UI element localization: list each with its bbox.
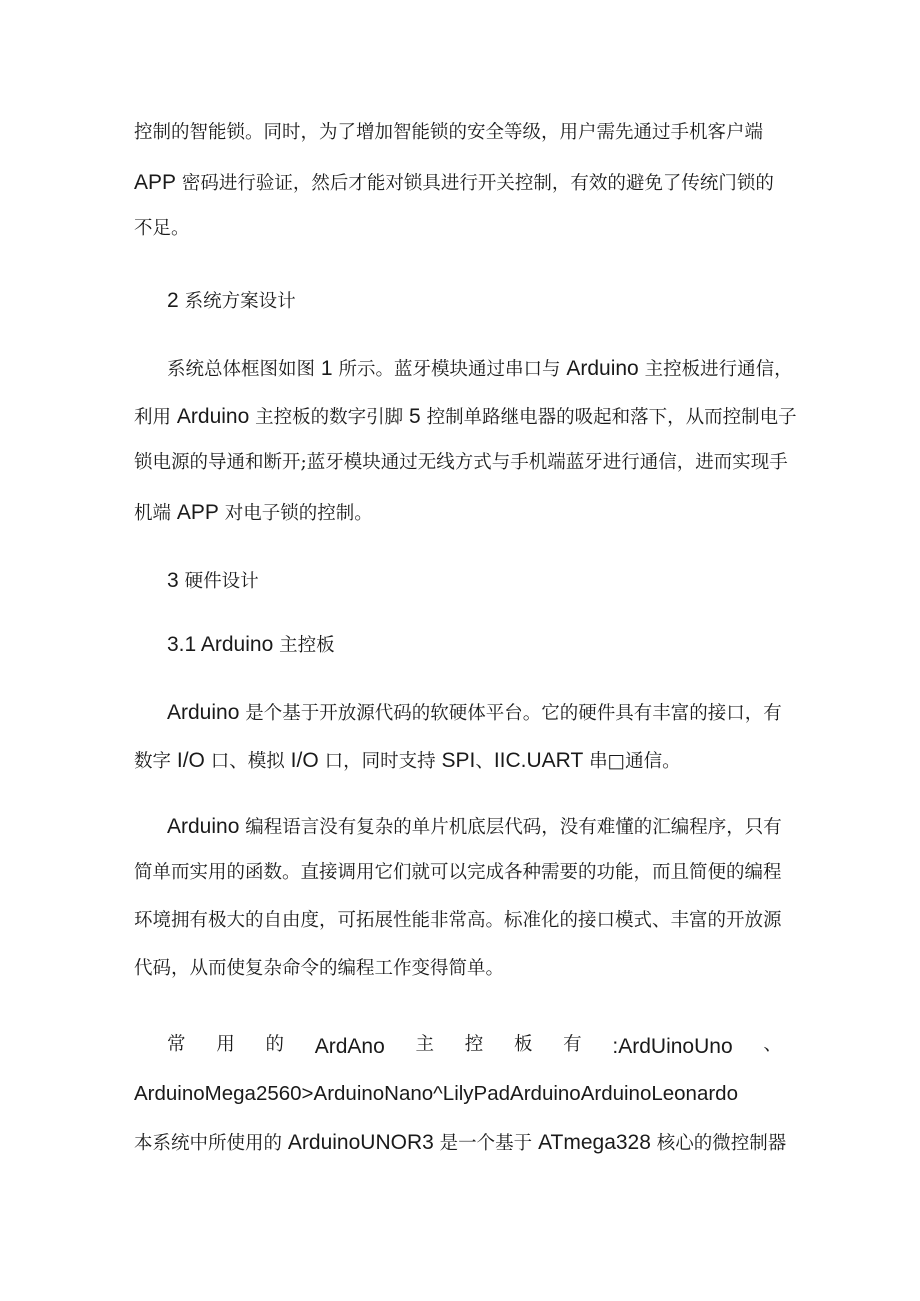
- system-line-1-b: 所示。蓝牙模块通过串口与: [332, 359, 567, 380]
- heading-2: [167, 290, 296, 312]
- heading-3-number: 3: [167, 569, 179, 592]
- system-line-2-b: 主控板的数字引脚: [249, 407, 410, 428]
- system-line-1-a: 系统总体框图如图: [167, 359, 321, 380]
- boards-line-3-c: 核心的微控制器: [650, 1133, 787, 1154]
- arduino-intro-line-2-a: 数字: [134, 751, 177, 772]
- boards-word: 有: [563, 1034, 582, 1055]
- boards-word: 控: [464, 1034, 484, 1055]
- boards-word: 常: [167, 1034, 186, 1055]
- intro-line-2: [134, 172, 774, 194]
- arduino-intro-line-1: [167, 702, 782, 724]
- arduino-term: Arduino: [167, 815, 240, 838]
- pin-number: 5: [409, 405, 421, 428]
- arduino-intro-line-2: [134, 750, 681, 772]
- heading-3-1: [167, 634, 335, 656]
- system-line-4: [134, 502, 373, 524]
- boards-word: :ArdUinoUno: [612, 1035, 733, 1058]
- language-line-1: [167, 816, 782, 838]
- intro-line-2-text: 密码进行验证，然后才能对锁具进行开关控制，有效的避免了传统门锁的: [176, 173, 774, 194]
- system-line-3: 锁电源的导通和断开;蓝牙模块通过无线方式与手机端蓝牙进行通信，进而实现手: [134, 452, 788, 473]
- system-line-2-c: 控制单路继电器的吸起和落下，从而控制电子: [420, 407, 797, 428]
- boards-line-3-b: 是一个基于: [433, 1133, 539, 1154]
- intro-line-3: 不足。: [134, 218, 190, 239]
- boards-word: 主: [415, 1034, 434, 1055]
- boards-line-1: [167, 1036, 782, 1057]
- uno-term: ArduinoUNOR3: [287, 1131, 434, 1154]
- language-line-4: 代码，从而使复杂命令的编程工作变得简单。: [134, 958, 505, 979]
- heading-3-title: 硬件设计: [178, 571, 259, 592]
- arduino-intro-line-1-text: 是个基于开放源代码的软硬体平台。它的硬件具有丰富的接口，有: [239, 703, 782, 724]
- arduino-intro-line-2-b: 口、模拟: [204, 751, 291, 772]
- system-line-2-a: 利用: [134, 407, 177, 428]
- io-term: I/O: [290, 749, 319, 772]
- figure-number: 1: [320, 357, 333, 380]
- boards-word: 用: [216, 1034, 235, 1055]
- boards-word: 、: [763, 1034, 782, 1055]
- boards-line-2: ArduinoMega2560>ArduinoNano^LilyPadArduinoArduinoLeonardo: [134, 1082, 738, 1105]
- arduino-intro-line-2-d: 、: [475, 751, 494, 772]
- system-line-4-a: 机端: [134, 503, 177, 524]
- heading-2-title: 系统方案设计: [178, 291, 296, 312]
- system-line-1: [167, 358, 793, 380]
- arduino-term: Arduino: [167, 701, 240, 724]
- heading-3-1-title: 主控板: [273, 635, 335, 656]
- language-line-1-text: 编程语言没有复杂的单片机底层代码，没有难懂的汇编程序，只有: [239, 817, 782, 838]
- heading-3-1-number: 3.1 Arduino: [167, 633, 274, 656]
- system-line-1-c: 主控板进行通信，: [638, 359, 793, 380]
- spi-term: SPI: [441, 749, 476, 772]
- arduino-intro-line-2-c: 口，同时支持: [318, 751, 442, 772]
- heading-3: [167, 570, 259, 592]
- boards-line-3-a: 本系统中所使用的: [134, 1133, 288, 1154]
- language-line-2: 简单而实用的函数。直接调用它们就可以完成各种需要的功能，而且简便的编程: [134, 862, 782, 883]
- arduino-term: Arduino: [176, 405, 250, 428]
- system-line-2: [134, 406, 797, 428]
- boards-word: 板: [513, 1034, 533, 1055]
- system-line-4-b: 对电子锁的控制。: [218, 503, 373, 524]
- intro-line-1: 控制的智能锁。同时，为了增加智能锁的安全等级，用户需先通过手机客户端: [134, 122, 764, 143]
- atmega-term: ATmega328: [538, 1131, 651, 1154]
- iic-uart-term: IIC.UART: [493, 749, 584, 772]
- boards-word: ArdAno: [314, 1035, 385, 1058]
- arduino-intro-line-2-e: 串□通信。: [583, 751, 681, 772]
- app-term: APP: [176, 501, 219, 524]
- heading-2-number: 2: [167, 289, 179, 312]
- arduino-term: Arduino: [566, 357, 639, 380]
- app-term: APP: [134, 171, 177, 194]
- boards-word: 的: [265, 1034, 284, 1055]
- language-line-3: 环境拥有极大的自由度，可拓展性能非常高。标准化的接口模式、丰富的开放源: [134, 910, 782, 931]
- boards-line-3: [134, 1132, 786, 1154]
- io-term: I/O: [176, 749, 205, 772]
